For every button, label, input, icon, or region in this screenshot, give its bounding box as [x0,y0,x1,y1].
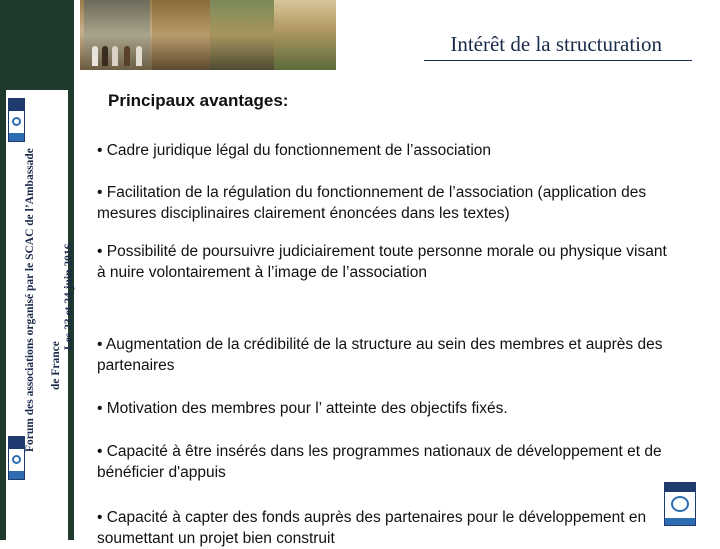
list-item: • Capacité à capter des fonds auprès des partenaires pour le développement en soumettant un projet bien construit [97,509,647,547]
photo-building [152,0,210,70]
photo-field-work [210,0,274,70]
list-item: • Facilitation de la régulation du fonctionnement de l’association (application des mesures disciplinaires clairement énoncées dans les textes) [97,184,647,222]
sidebar-panel [6,90,68,540]
title-underline [424,60,692,61]
photo-people [84,0,150,70]
list-item: • Augmentation de la crédibilité de la structure au sein des membres et auprès des partenaires [97,336,663,374]
foundation-logo-icon [8,436,25,480]
list-item: • Possibilité de poursuivre judiciairement toute personne morale ou physique visant à nuire volontairement à l’image de l’association [97,243,667,281]
list-item: • Cadre juridique légal du fonctionnement de l’association [97,142,492,159]
list-item: • Motivation des membres pour l’ atteinte des objectifs fixés. [97,400,508,417]
foundation-logo-icon [8,98,25,142]
slide-title: Intérêt de la structuration [450,32,662,56]
forum-caption-line1: Forum des associations organisé par le SCAC de l’Ambassade [24,148,36,452]
section-heading: Principaux avantages: [108,91,289,110]
list-item: • Capacité à être insérés dans les programmes nationaux de développement et de bénéficier d'appuis [97,443,662,481]
forum-caption-dates: Les 23 et 24 juin 2016 [63,243,75,350]
foundation-logo-icon [664,482,696,526]
photo-landscape [274,0,336,70]
forum-caption-line2: de France [50,341,62,390]
